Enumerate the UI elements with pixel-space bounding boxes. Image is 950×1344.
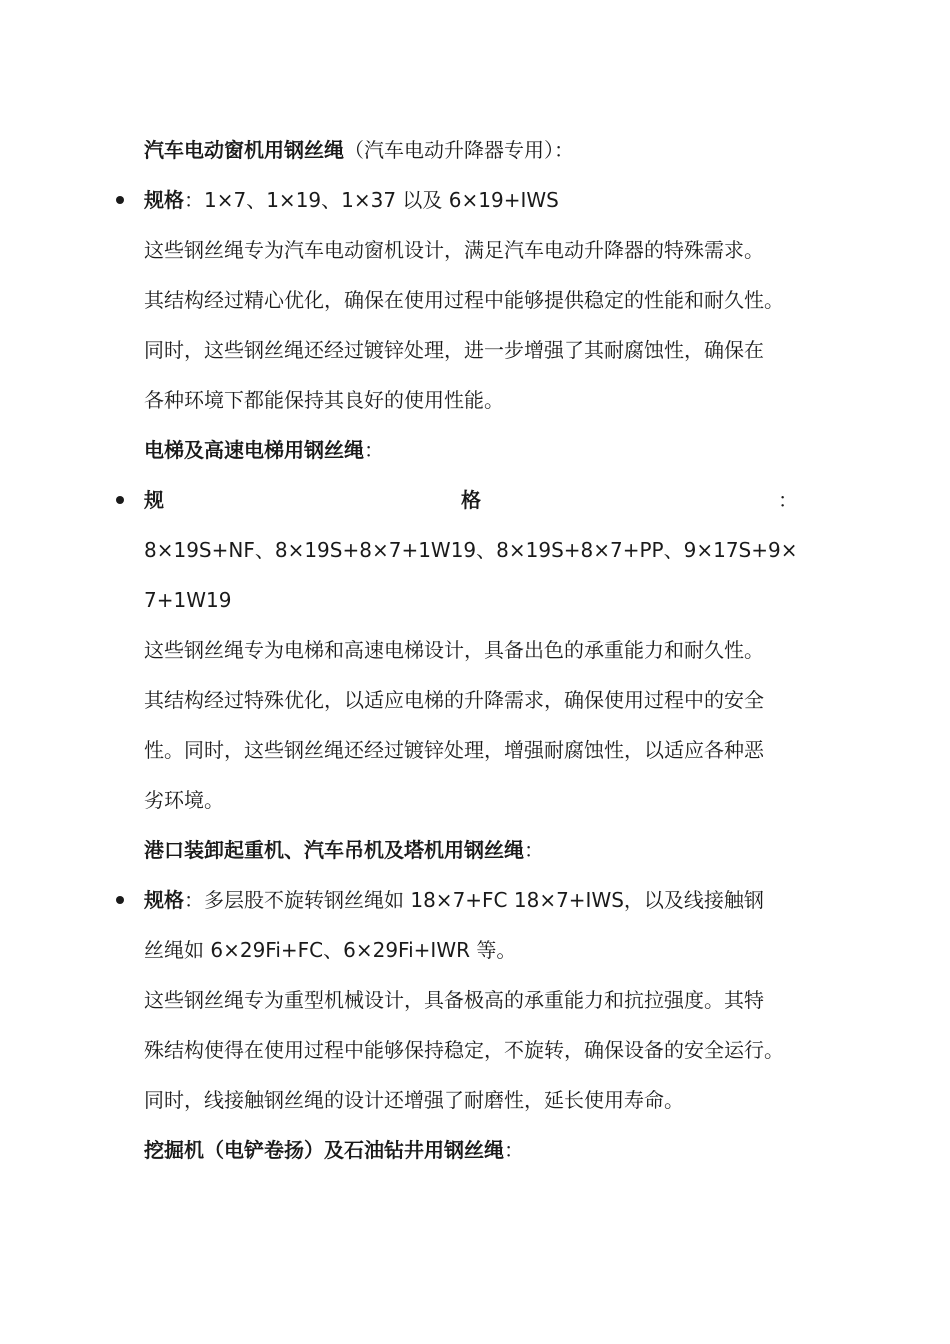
paragraph-line: 这些钢丝绳专为汽车电动窗机设计，满足汽车电动升降器的特殊需求。 — [144, 238, 764, 262]
paragraph-line: 各种环境下都能保持其良好的使用性能。 — [144, 388, 504, 412]
section-heading: 汽车电动窗机用钢丝绳（汽车电动升降器专用）： — [144, 138, 574, 162]
spec-line: 规 格 ： — [144, 488, 798, 512]
spec-value-line: 丝绳如 6×29Fi+FC、6×29Fi+IWR 等。 — [144, 938, 517, 962]
paragraph-line: 其结构经过特殊优化，以适应电梯的升降需求，确保使用过程中的安全 — [144, 688, 764, 712]
spec-line: 规格：1×7、1×19、1×37 以及 6×19+IWS — [144, 188, 559, 212]
spec-value-line: 7+1W19 — [144, 588, 232, 612]
section-heading: 挖掘机（电铲卷扬）及石油钻井用钢丝绳： — [144, 1138, 524, 1162]
paragraph-line: 这些钢丝绳专为重型机械设计，具备极高的承重能力和抗拉强度。其特 — [144, 988, 764, 1012]
paragraph-line: 同时，线接触钢丝绳的设计还增强了耐磨性，延长使用寿命。 — [144, 1088, 684, 1112]
section-heading: 港口装卸起重机、汽车吊机及塔机用钢丝绳： — [144, 838, 544, 862]
bullet-icon — [116, 196, 124, 204]
paragraph-line: 劣环境。 — [144, 788, 224, 812]
paragraph-line: 殊结构使得在使用过程中能够保持稳定，不旋转，确保设备的安全运行。 — [144, 1038, 784, 1062]
spec-value-line: 8×19S+NF、8×19S+8×7+1W19、8×19S+8×7+PP、9×17S+9× — [144, 538, 798, 562]
paragraph-line: 这些钢丝绳专为电梯和高速电梯设计，具备出色的承重能力和耐久性。 — [144, 638, 764, 662]
paragraph-line: 性。同时，这些钢丝绳还经过镀锌处理，增强耐腐蚀性，以适应各种恶 — [144, 738, 764, 762]
paragraph-line: 同时，这些钢丝绳还经过镀锌处理，进一步增强了其耐腐蚀性，确保在 — [144, 338, 764, 362]
section-heading: 电梯及高速电梯用钢丝绳： — [144, 438, 384, 462]
bullet-icon — [116, 496, 124, 504]
paragraph-line: 其结构经过精心优化，确保在使用过程中能够提供稳定的性能和耐久性。 — [144, 288, 784, 312]
spec-line: 规格：多层股不旋转钢丝绳如 18×7+FC 18×7+IWS，以及线接触钢 — [144, 888, 764, 912]
bullet-icon — [116, 896, 124, 904]
